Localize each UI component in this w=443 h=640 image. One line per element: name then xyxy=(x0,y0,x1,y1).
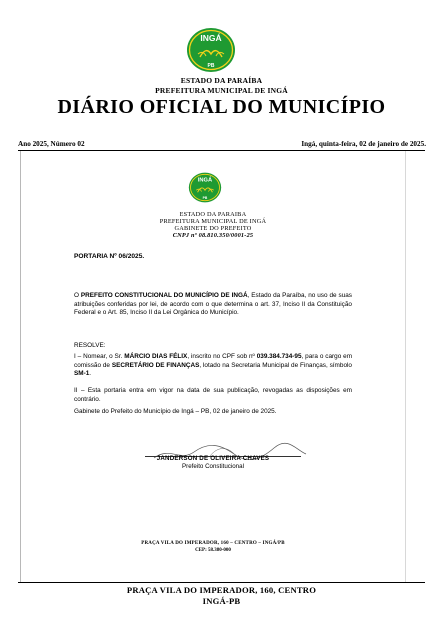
document-footer-address: PRAÇA VILA DO IMPERADOR, 160 – CENTRO – INGÁ/PB xyxy=(141,541,285,546)
edition-bar xyxy=(18,140,426,148)
document-header-cnpj: CNPJ nº 08.810.350/0001-25 xyxy=(172,232,254,239)
article-one-text-b: , inscrito no CPF sob nº xyxy=(187,353,255,360)
edition-place-date: Ingá, quinta-feira, 02 de janeiro de 2025. xyxy=(301,140,426,148)
footer-address: PRAÇA VILA DO IMPERADOR, 160, CENTRO xyxy=(126,585,317,595)
preamble-subject: PREFEITO CONSTITUCIONAL DO MUNICÍPIO DE INGÁ xyxy=(80,292,248,299)
signatory-name: JANDERSON DE OLIVEIRA CHAVES xyxy=(156,455,270,462)
portaria-title: PORTARIA Nº 06/2025. xyxy=(74,253,145,260)
inga-document-emblem-icon xyxy=(188,172,222,203)
article-one-paragraph xyxy=(74,353,352,379)
document-footer-cep: CEP: 58.380-000 xyxy=(195,548,231,553)
document-header-state: ESTADO DA PARAIBA xyxy=(179,211,247,218)
resolve-label: RESOLVE: xyxy=(74,342,106,349)
preamble-rest: , Estado da Paraíba, no uso de suas atribuições conferidas por lei, de acordo com o que determina o art. 37, Inciso II da Constituição Federal e o Art. 85, Inciso II da Lei Orgânica do Município. xyxy=(74,292,353,316)
signatory-role: Prefeito Constitucional xyxy=(182,463,244,470)
document-emblem-name-text: INGÁ xyxy=(197,177,213,184)
header-state: ESTADO DA PARAÍBA xyxy=(180,76,263,85)
edition-number: Ano 2025, Número 02 xyxy=(18,140,85,148)
appointee-cpf: 039.384.734-95 xyxy=(256,353,302,360)
article-one-text-e: . xyxy=(89,370,92,377)
role-symbol: SM-1 xyxy=(74,370,90,377)
inga-municipal-emblem-icon xyxy=(186,27,236,73)
article-one-text-c: , para o cargo em comissão de xyxy=(74,353,353,369)
preamble-paragraph xyxy=(74,292,352,318)
preamble-lead: O xyxy=(74,292,79,299)
document-header-municipality: PREFEITURA MUNICIPAL DE INGÁ xyxy=(159,218,267,225)
article-one-text-d: , lotado na Secretaria Municipal de Finanças, símbolo xyxy=(199,361,352,369)
emblem-state-text: PB xyxy=(207,63,215,69)
footer-city: INGÁ-PB xyxy=(202,596,241,606)
page-title: DIÁRIO OFICIAL DO MUNICÍPIO xyxy=(57,96,386,118)
appointee-role: SECRETÁRIO DE FINANÇAS xyxy=(111,361,200,369)
closing-paragraph: Gabinete do Prefeito do Município de Ingá – PB, 02 de janeiro de 2025. xyxy=(74,408,277,415)
document-header-office: GABINETE DO PREFEITO xyxy=(174,225,252,232)
document-emblem-state-text: PB xyxy=(202,195,208,200)
article-two-paragraph: II – Esta portaria entra em vigor na data de sua publicação, revogadas as disposições em contrário. xyxy=(74,387,352,403)
article-one-text-a: I – Nomear, o Sr. xyxy=(74,353,123,360)
appointee-name: MÁRCIO DIAS FÉLIX xyxy=(124,353,188,360)
emblem-name-text: INGÁ xyxy=(200,33,222,43)
header-municipality: PREFEITURA MUNICIPAL DE INGÁ xyxy=(155,86,288,95)
footer-divider xyxy=(18,582,425,583)
